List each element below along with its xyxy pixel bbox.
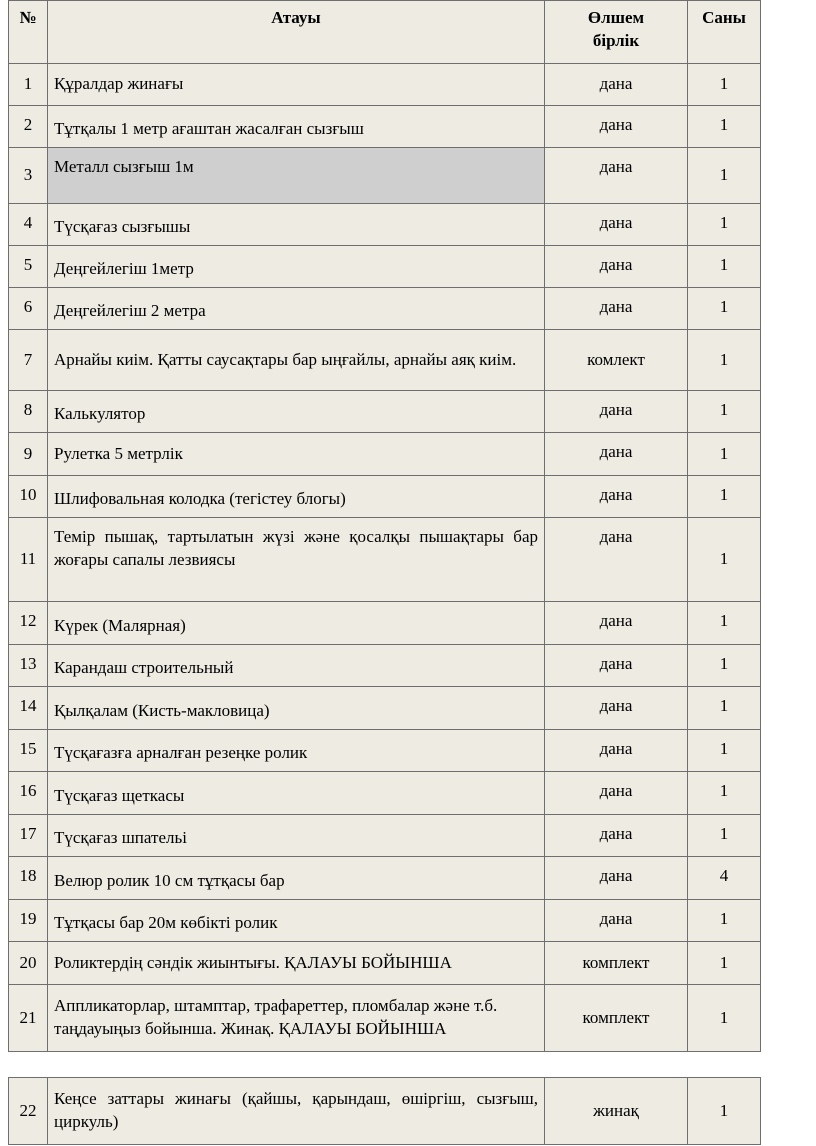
row-qty: 1 xyxy=(688,772,761,815)
row-unit: дана xyxy=(545,602,688,645)
table-row xyxy=(9,985,761,1052)
equipment-table xyxy=(8,0,761,1052)
row-name: Кеңсе заттары жинағы (қайшы, қарындаш, өшіргіш, сызғыш, циркуль) xyxy=(48,1078,545,1145)
row-unit: дана xyxy=(545,433,688,476)
header-name: Атауы xyxy=(48,1,545,64)
row-name: Велюр ролик 10 см тұтқасы бар xyxy=(48,857,545,900)
table-row xyxy=(9,330,761,391)
row-unit: жинақ xyxy=(545,1078,688,1145)
row-num: 6 xyxy=(9,288,48,330)
row-num: 9 xyxy=(9,433,48,476)
row-qty: 1 xyxy=(688,330,761,391)
row-qty: 4 xyxy=(688,857,761,900)
row-name: Роликтердің сәндік жиынтығы. ҚАЛАУЫ БОЙЫНША xyxy=(48,942,545,985)
row-name: Калькулятор xyxy=(48,391,545,433)
row-name: Тұтқасы бар 20м көбікті ролик xyxy=(48,900,545,942)
row-name: Деңгейлегіш 1метр xyxy=(48,246,545,288)
row-name: Тұтқалы 1 метр ағаштан жасалған сызғыш xyxy=(48,106,545,148)
row-unit: дана xyxy=(545,687,688,730)
row-num: 21 xyxy=(9,985,48,1052)
row-qty: 1 xyxy=(688,204,761,246)
row-unit: дана xyxy=(545,148,688,204)
row-qty: 1 xyxy=(688,730,761,772)
table-row xyxy=(9,1078,761,1145)
row-unit: дана xyxy=(545,645,688,687)
table-row xyxy=(9,815,761,857)
row-unit: дана xyxy=(545,106,688,148)
row-name: Деңгейлегіш 2 метра xyxy=(48,288,545,330)
row-qty: 1 xyxy=(688,815,761,857)
row-name: Қылқалам (Кисть-макловица) xyxy=(48,687,545,730)
row-num: 10 xyxy=(9,476,48,518)
row-qty: 1 xyxy=(688,391,761,433)
row-unit: дана xyxy=(545,815,688,857)
equipment-table-continued xyxy=(8,1077,761,1145)
row-num: 11 xyxy=(9,518,48,602)
row-num: 17 xyxy=(9,815,48,857)
table-row xyxy=(9,645,761,687)
row-unit: дана xyxy=(545,204,688,246)
row-num: 7 xyxy=(9,330,48,391)
row-qty: 1 xyxy=(688,148,761,204)
row-num: 4 xyxy=(9,204,48,246)
row-qty: 1 xyxy=(688,900,761,942)
table-row xyxy=(9,730,761,772)
row-num: 12 xyxy=(9,602,48,645)
row-num: 3 xyxy=(9,148,48,204)
row-name: Аппликаторлар, штамптар, трафареттер, пломбалар және т.б. таңдауыңыз бойынша. Жинақ. ҚАЛАУЫ БОЙЫНША xyxy=(48,985,545,1052)
table-row xyxy=(9,433,761,476)
row-qty: 1 xyxy=(688,985,761,1052)
table-row xyxy=(9,204,761,246)
row-name: Металл сызғыш 1м xyxy=(48,148,545,204)
row-num: 18 xyxy=(9,857,48,900)
row-unit: комплект xyxy=(545,985,688,1052)
table-row xyxy=(9,64,761,106)
row-num: 1 xyxy=(9,64,48,106)
row-qty: 1 xyxy=(688,687,761,730)
table-row xyxy=(9,857,761,900)
table-row xyxy=(9,246,761,288)
row-unit: дана xyxy=(545,900,688,942)
table-row xyxy=(9,518,761,602)
row-name: Түсқағаз шпательі xyxy=(48,815,545,857)
row-name: Арнайы киім. Қатты саусақтары бар ыңғайлы, арнайы аяқ киім. xyxy=(48,330,545,391)
row-qty: 1 xyxy=(688,645,761,687)
header-unit: Өлшем бірлік xyxy=(545,1,688,64)
row-num: 8 xyxy=(9,391,48,433)
row-qty: 1 xyxy=(688,942,761,985)
row-name: Шлифовальная колодка (тегістеу блогы) xyxy=(48,476,545,518)
row-name: Күрек (Малярная) xyxy=(48,602,545,645)
header-num: № xyxy=(9,1,48,64)
row-name: Түсқағаз сызғышы xyxy=(48,204,545,246)
table-row xyxy=(9,391,761,433)
row-unit: дана xyxy=(545,288,688,330)
row-num: 2 xyxy=(9,106,48,148)
row-qty: 1 xyxy=(688,106,761,148)
header-qty: Саны xyxy=(688,1,761,64)
row-num: 16 xyxy=(9,772,48,815)
row-num: 13 xyxy=(9,645,48,687)
row-num: 15 xyxy=(9,730,48,772)
table-row xyxy=(9,900,761,942)
row-name: Түсқағазға арналған резеңке ролик xyxy=(48,730,545,772)
row-unit: комплект xyxy=(545,942,688,985)
row-qty: 1 xyxy=(688,64,761,106)
row-qty: 1 xyxy=(688,1078,761,1145)
row-name: Карандаш строительный xyxy=(48,645,545,687)
table-header-row xyxy=(9,1,761,64)
table-row xyxy=(9,106,761,148)
row-num: 5 xyxy=(9,246,48,288)
row-unit: дана xyxy=(545,391,688,433)
row-name: Темір пышақ, тартылатын жүзі және қосалқы пышақтары бар жоғары сапалы лезвиясы xyxy=(48,518,545,602)
row-name: Құралдар жинағы xyxy=(48,64,545,106)
row-unit: дана xyxy=(545,730,688,772)
row-unit: комлект xyxy=(545,330,688,391)
table-row xyxy=(9,476,761,518)
row-num: 22 xyxy=(9,1078,48,1145)
row-qty: 1 xyxy=(688,602,761,645)
table-row xyxy=(9,772,761,815)
row-unit: дана xyxy=(545,476,688,518)
row-name: Рулетка 5 метрлік xyxy=(48,433,545,476)
row-num: 20 xyxy=(9,942,48,985)
table-row xyxy=(9,148,761,204)
table-row xyxy=(9,602,761,645)
table-row xyxy=(9,288,761,330)
table-row xyxy=(9,942,761,985)
row-qty: 1 xyxy=(688,433,761,476)
row-num: 19 xyxy=(9,900,48,942)
row-qty: 1 xyxy=(688,246,761,288)
row-qty: 1 xyxy=(688,288,761,330)
row-unit: дана xyxy=(545,246,688,288)
row-qty: 1 xyxy=(688,518,761,602)
row-name: Түсқағаз щеткасы xyxy=(48,772,545,815)
row-unit: дана xyxy=(545,772,688,815)
row-qty: 1 xyxy=(688,476,761,518)
row-num: 14 xyxy=(9,687,48,730)
row-unit: дана xyxy=(545,857,688,900)
row-unit: дана xyxy=(545,64,688,106)
table-row xyxy=(9,687,761,730)
row-unit: дана xyxy=(545,518,688,602)
